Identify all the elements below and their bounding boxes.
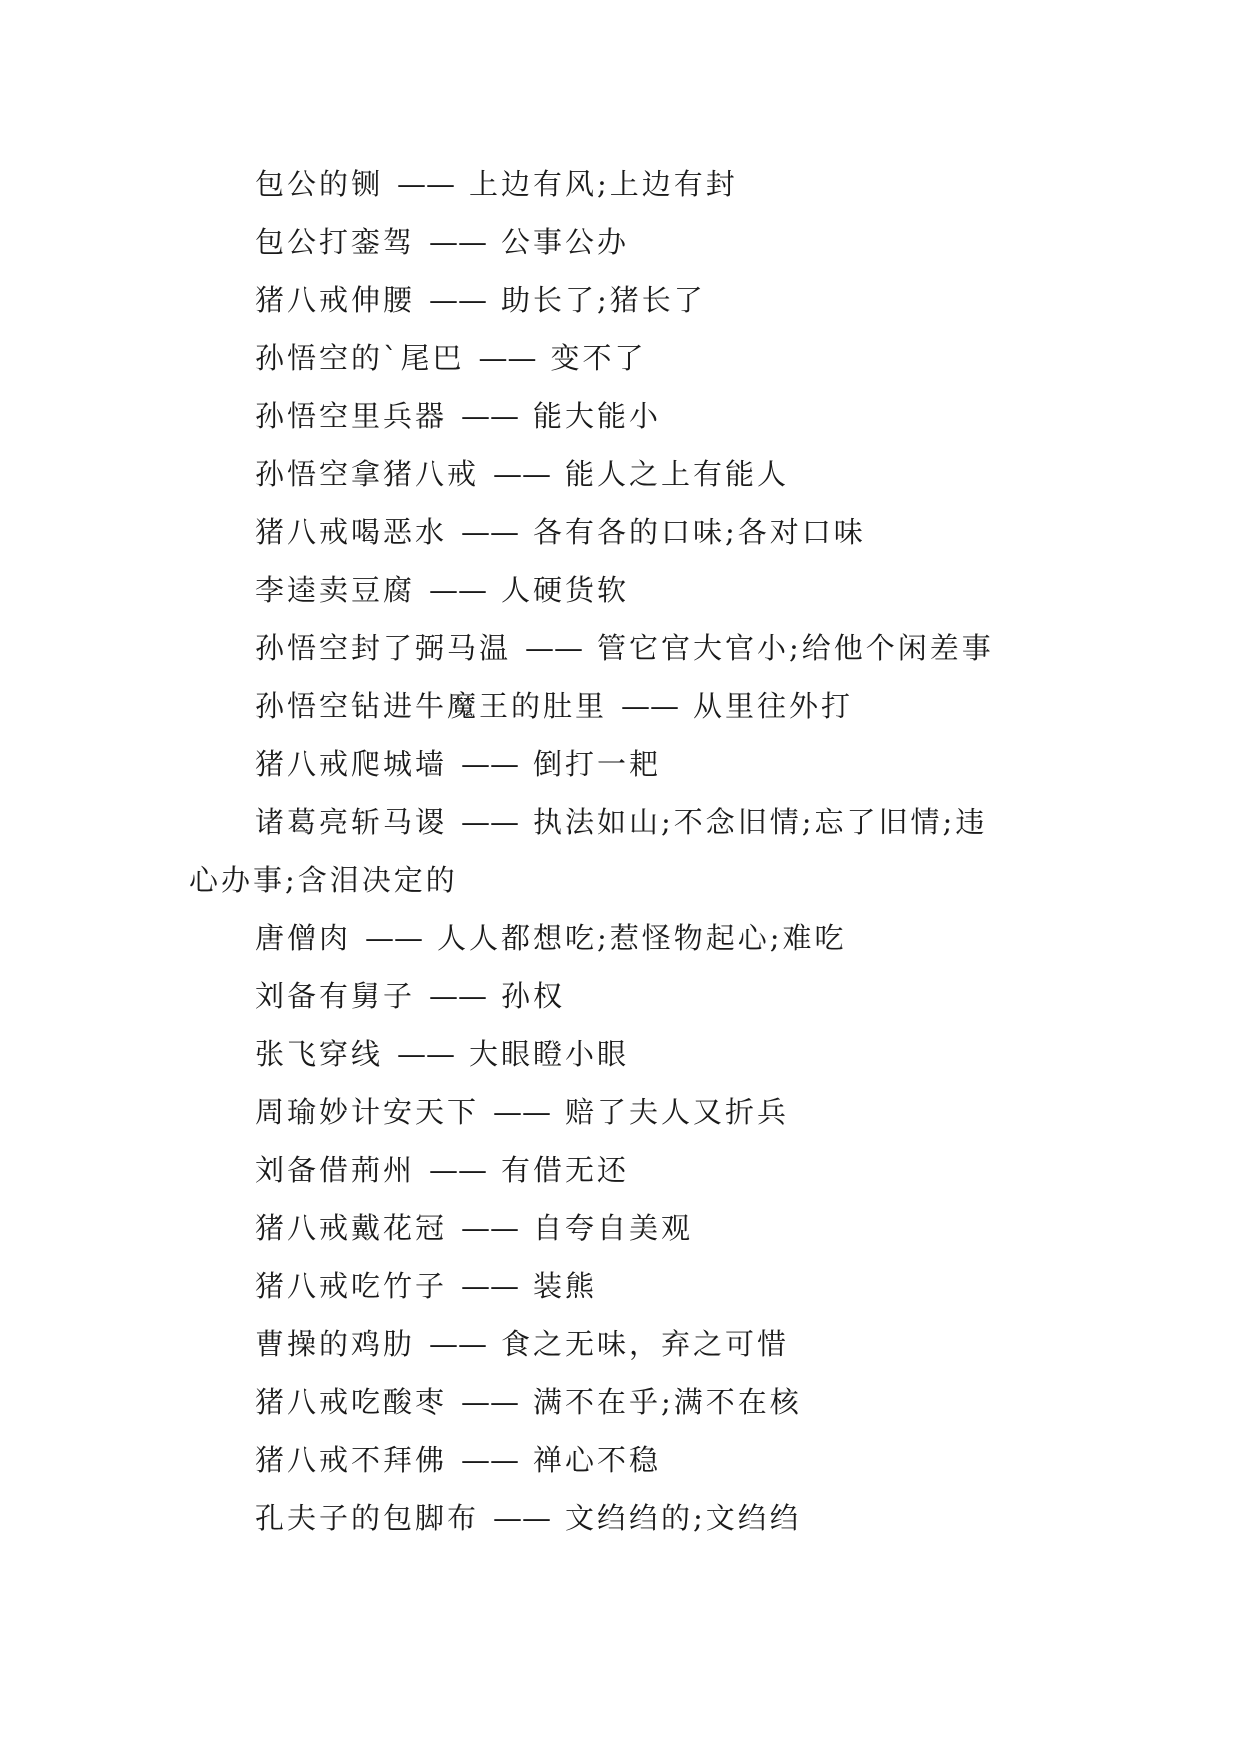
xiehouyu-entry	[189, 155, 1069, 213]
riddle-part: 刘备借荊州	[255, 1153, 416, 1187]
riddle-part: 曹操的鸡肋	[255, 1327, 416, 1361]
dash-separator: ——	[525, 631, 584, 665]
dash-separator: ——	[461, 515, 520, 549]
riddle-part: 包公打銮驾	[255, 225, 416, 259]
riddle-part: 猪八戒爬城墙	[255, 747, 448, 781]
answer-part: 文绉绉的;文绉绉	[565, 1501, 802, 1535]
answer-part: 执法如山;不念旧情;忘了旧情;违	[533, 805, 988, 839]
dash-separator: ——	[461, 399, 520, 433]
dash-separator: ——	[397, 167, 456, 201]
riddle-part: 猪八戒戴花冠	[255, 1211, 448, 1245]
answer-part: 从里往外打	[693, 689, 854, 723]
riddle-part: 孔夫子的包脚布	[255, 1501, 480, 1535]
riddle-part: 包公的铡	[255, 167, 384, 201]
answer-part: 有借无还	[501, 1153, 630, 1187]
answer-continuation: 心办事;含泪决定的	[189, 863, 458, 897]
dash-separator: ——	[429, 1153, 488, 1187]
riddle-part: 猪八戒伸腰	[255, 283, 416, 317]
answer-part: 倒打一耙	[533, 747, 662, 781]
xiehouyu-entry	[189, 967, 1069, 1025]
dash-separator: ——	[397, 1037, 456, 1071]
dash-separator: ——	[461, 1385, 520, 1419]
answer-part: 管它官大官小;给他个闲差事	[597, 631, 994, 665]
dash-separator: ——	[478, 341, 537, 375]
answer-part: 变不了	[550, 341, 647, 375]
xiehouyu-entry	[189, 1257, 1069, 1315]
xiehouyu-list	[189, 155, 1069, 1547]
xiehouyu-entry	[189, 1199, 1069, 1257]
riddle-part: 李逵卖豆腐	[255, 573, 416, 607]
riddle-part: 猪八戒不拜佛	[255, 1443, 448, 1477]
xiehouyu-entry	[189, 213, 1069, 271]
riddle-part: 刘备有舅子	[255, 979, 416, 1013]
xiehouyu-entry	[189, 1373, 1069, 1431]
xiehouyu-entry	[189, 1431, 1069, 1489]
dash-separator: ——	[493, 1501, 552, 1535]
riddle-part: 孙悟空的`尾巴	[255, 341, 465, 375]
dash-separator: ——	[461, 805, 520, 839]
dash-separator: ——	[365, 921, 424, 955]
dash-separator: ——	[429, 283, 488, 317]
answer-part: 禅心不稳	[533, 1443, 662, 1477]
riddle-part: 孙悟空里兵器	[255, 399, 448, 433]
dash-separator: ——	[429, 1327, 488, 1361]
xiehouyu-entry	[189, 561, 1069, 619]
riddle-part: 猪八戒吃竹子	[255, 1269, 448, 1303]
riddle-part: 孙悟空钻进牛魔王的肚里	[255, 689, 608, 723]
answer-part: 助长了;猪长了	[501, 283, 706, 317]
answer-part: 公事公办	[501, 225, 630, 259]
dash-separator: ——	[461, 747, 520, 781]
answer-part: 人人都想吃;惹怪物起心;难吃	[437, 921, 847, 955]
answer-part: 食之无味，弃之可惜	[501, 1327, 790, 1361]
xiehouyu-entry	[189, 793, 1069, 851]
xiehouyu-entry	[189, 735, 1069, 793]
answer-part: 满不在乎;满不在核	[533, 1385, 802, 1419]
riddle-part: 猪八戒喝恶水	[255, 515, 448, 549]
dash-separator: ——	[461, 1443, 520, 1477]
answer-part: 装熊	[533, 1269, 598, 1303]
xiehouyu-entry	[189, 329, 1069, 387]
xiehouyu-entry	[189, 445, 1069, 503]
dash-separator: ——	[461, 1269, 520, 1303]
dash-separator: ——	[493, 457, 552, 491]
xiehouyu-entry	[189, 677, 1069, 735]
riddle-part: 诸葛亮斩马谡	[255, 805, 448, 839]
riddle-part: 孙悟空拿猪八戒	[255, 457, 480, 491]
riddle-part: 周瑜妙计安天下	[255, 1095, 480, 1129]
xiehouyu-entry	[189, 1489, 1069, 1547]
dash-separator: ——	[429, 979, 488, 1013]
answer-part: 能人之上有能人	[565, 457, 790, 491]
answer-part: 各有各的口味;各对口味	[533, 515, 866, 549]
riddle-part: 张飞穿线	[255, 1037, 384, 1071]
dash-separator: ——	[429, 225, 488, 259]
answer-part: 上边有风;上边有封	[469, 167, 738, 201]
answer-part: 人硬货软	[501, 573, 630, 607]
riddle-part: 猪八戒吃酸枣	[255, 1385, 448, 1419]
dash-separator: ——	[461, 1211, 520, 1245]
xiehouyu-entry	[189, 503, 1069, 561]
xiehouyu-entry	[189, 271, 1069, 329]
xiehouyu-entry	[189, 619, 1069, 677]
answer-part: 赔了夫人又折兵	[565, 1095, 790, 1129]
riddle-part: 孙悟空封了弼马温	[255, 631, 512, 665]
answer-part: 大眼瞪小眼	[469, 1037, 630, 1071]
xiehouyu-entry	[189, 1025, 1069, 1083]
answer-part: 能大能小	[533, 399, 662, 433]
answer-part: 孙权	[501, 979, 566, 1013]
xiehouyu-entry	[189, 387, 1069, 445]
xiehouyu-entry	[189, 909, 1069, 967]
xiehouyu-entry	[189, 1315, 1069, 1373]
dash-separator: ——	[429, 573, 488, 607]
xiehouyu-entry	[189, 1141, 1069, 1199]
xiehouyu-entry	[189, 1083, 1069, 1141]
riddle-part: 唐僧肉	[255, 921, 352, 955]
answer-part: 自夸自美观	[533, 1211, 694, 1245]
dash-separator: ——	[493, 1095, 552, 1129]
dash-separator: ——	[621, 689, 680, 723]
